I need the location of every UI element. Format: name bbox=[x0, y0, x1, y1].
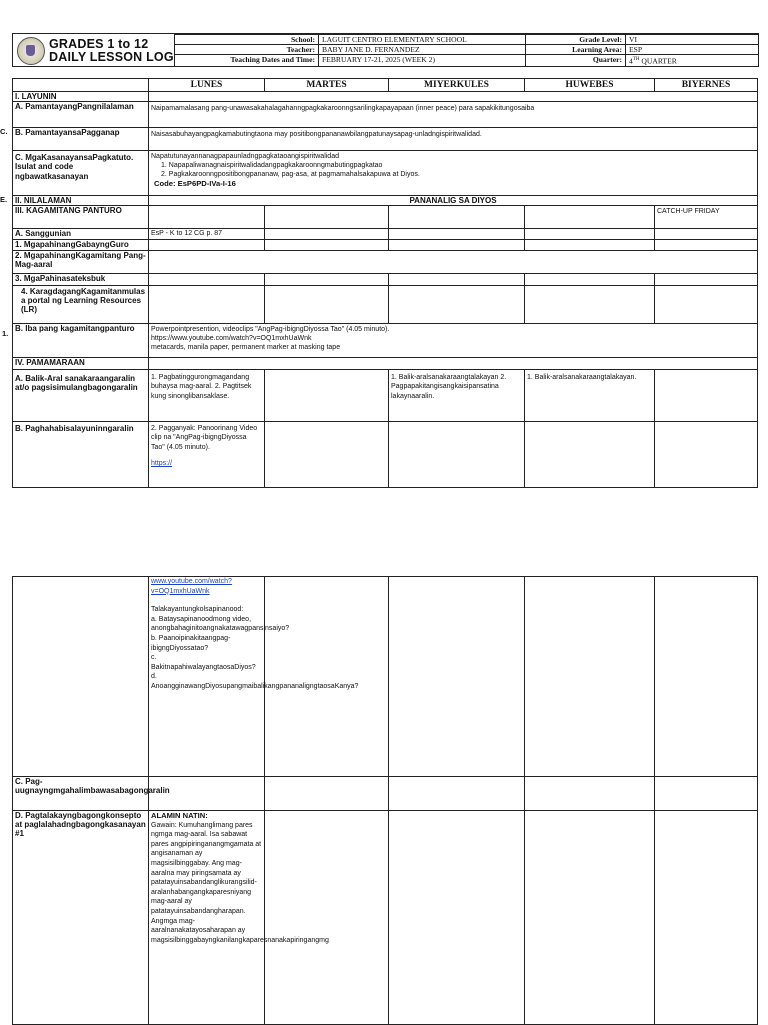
gabay-guro-row bbox=[13, 240, 758, 250]
pamantayang-pangnilalaman-row bbox=[13, 102, 758, 128]
iba-line-1: Powerpointpresention, videoclips "AngPag-ibigngDiyossa Tao" (4.05 minuto). bbox=[151, 325, 390, 333]
quarter-number: 4 bbox=[629, 56, 633, 66]
question-c: c. BakitnapahiwalayangtaosaDiyos? bbox=[151, 654, 256, 671]
pagtalakay-label: D. Pagtalakayngbagongkonsepto at paglalahadngbagongkasanayan #1 bbox=[13, 811, 149, 1025]
nilalaman-label: II. NILALAMAN bbox=[13, 196, 149, 206]
day-header-huwebes: HUWEBES bbox=[525, 79, 655, 92]
pamantayan-sa-pagganap-label: B. PamantayansaPagganap bbox=[13, 128, 149, 151]
day-header-martes: MARTES bbox=[265, 79, 389, 92]
pagganyak-continued-lunes bbox=[149, 577, 359, 777]
kagamitan-miyerkules bbox=[389, 206, 525, 229]
dates-label: Teaching Dates and Time: bbox=[175, 55, 319, 67]
sanggunian-label: A. Sanggunian bbox=[13, 229, 149, 240]
pagganyak-continued-row bbox=[13, 577, 758, 777]
margin-number-1: 1. bbox=[2, 329, 9, 338]
quarter-value bbox=[626, 55, 759, 67]
dates-value: FEBRUARY 17-21, 2025 (WEEK 2) bbox=[319, 55, 526, 67]
pamantayan-sa-pagganap-row bbox=[13, 128, 758, 151]
iba-pang-kagamitan-label: B. Iba pang kagamitangpanturo bbox=[13, 323, 149, 357]
kagamitang-mag-aaral-label: 2. MgapahinangKagamitang Pang-Mag-aaral bbox=[13, 250, 149, 273]
day-header-row bbox=[13, 79, 758, 92]
video-link-page-1[interactable]: https:// bbox=[151, 460, 173, 468]
quarter-suffix: TH bbox=[632, 57, 640, 62]
talakayan-intro: Talakayantungkolsapinanood: bbox=[151, 606, 244, 614]
day-header-miyerkules: MIYERKULES bbox=[389, 79, 525, 92]
alamin-natin-heading: ALAMIN NATIN: bbox=[151, 811, 208, 820]
balik-aral-martes bbox=[265, 369, 389, 421]
kasanayan-row bbox=[13, 151, 758, 196]
nilalaman-row bbox=[13, 196, 758, 206]
sanggunian-row bbox=[13, 229, 758, 240]
iba-line-2: https://www.youtube.com/watch?v=OQ1mxhUaWnk bbox=[151, 334, 312, 342]
paghahabi-lunes-text: 2. Pagganyak: Panoorinang Video clip na "AngPag-ibigngDiyossa Tao" (4.05 minuto). bbox=[151, 424, 258, 451]
title-line-2: DAILY LESSON LOG bbox=[49, 50, 174, 64]
teacher-value: BABY JANE D. FERNANDEZ bbox=[319, 45, 526, 55]
pamantayang-pangnilalaman-text: Naipamamalasang pang-unawasakahalagahanngpagkakaroonngsarilingkapayapaan (inner peace) para sapakikitungosaiba bbox=[149, 102, 758, 128]
balik-aral-miyerkules: 1. Balik-aralsanakaraangtalakayan 2. Pagpapakitangisangkaisipansatina lakaynaaralin. bbox=[389, 369, 525, 421]
gabay-guro-label: 1. MgapahinangGabayngGuro bbox=[13, 240, 149, 250]
paghahabi-row bbox=[13, 421, 758, 487]
day-header-lunes: LUNES bbox=[149, 79, 265, 92]
pamamaraan-blank bbox=[149, 357, 758, 369]
document-title bbox=[49, 38, 174, 64]
iba-pang-kagamitan-row bbox=[13, 323, 758, 357]
learning-area-label: Learning Area: bbox=[526, 45, 626, 55]
balik-aral-label: A. Balik-Aral sanakaraangaralin at/o pagsisimulangbagongaralin bbox=[13, 369, 149, 421]
teksbuk-label: 3. MgaPahinasateksbuk bbox=[13, 273, 149, 285]
lr-portal-row bbox=[13, 285, 758, 323]
kagamitan-label: III. KAGAMITANG PANTURO bbox=[13, 206, 149, 229]
kagamitan-martes bbox=[265, 206, 389, 229]
paghahabi-lunes bbox=[149, 421, 265, 487]
lr-portal-label: 4. KaragdagangKagamitanmulas a portal ng Learning Resources (LR) bbox=[13, 285, 149, 323]
catch-up-friday: CATCH-UP FRIDAY bbox=[655, 206, 758, 229]
school-label: School: bbox=[175, 35, 319, 45]
kagamitan-huwebes bbox=[525, 206, 655, 229]
teacher-label: Teacher: bbox=[175, 45, 319, 55]
pag-uugnay-label: C. Pag-uugnayngmgahalimbawasabagongaralin bbox=[13, 777, 149, 811]
sanggunian-text: EsP - K to 12 CG p. 87 bbox=[149, 229, 265, 240]
layunin-blank bbox=[149, 92, 758, 102]
kasanayan-label: C. MgaKasanayansaPagkatuto. Isulat and code ngbawatkasanayan bbox=[13, 151, 149, 196]
margin-letter-e: E. bbox=[0, 195, 8, 204]
paghahabi-label: B. Paghahabisalayuninngaralin bbox=[13, 421, 149, 487]
lesson-log-header bbox=[12, 33, 759, 67]
grade-level-label: Grade Level: bbox=[526, 35, 626, 45]
day-header-biyernes: BIYERNES bbox=[655, 79, 758, 92]
kasanayan-line-1: Napatutunayannanagpapaunladngpagkataoangispiritwalidad bbox=[151, 153, 339, 161]
kasanayan-line-3: 2. Pagkakaroonngpositibongpananaw, pag-asa, at pagmamahalsakapuwa at Diyos. bbox=[161, 171, 420, 179]
nilalaman-text: PANANALIG SA DIYOS bbox=[149, 196, 758, 206]
kasanayan-code: Code: EsP6PD-IVa-I-16 bbox=[154, 179, 236, 189]
lesson-log-table-page-2 bbox=[12, 576, 758, 1025]
pamamaraan-label: IV. PAMAMARAAN bbox=[13, 357, 149, 369]
question-b: b. Paanoipinakitaangpag-ibigngDiyossatao? bbox=[151, 634, 231, 652]
quarter-word: QUARTER bbox=[639, 56, 677, 66]
iba-line-3: metacards, manila paper, permanent marker at masking tape bbox=[151, 343, 341, 351]
balik-aral-lunes: 1. Pagbatinggurongmagandang buhaysa mag-aaral. 2. Pagtitsek kung sinonglibansaklase. bbox=[149, 369, 265, 421]
lesson-log-table-page-1 bbox=[12, 78, 758, 488]
title-line-1: GRADES 1 to 12 bbox=[49, 37, 149, 51]
balik-aral-biyernes bbox=[655, 369, 758, 421]
pagtalakay-row bbox=[13, 811, 758, 1025]
header-info-table bbox=[174, 34, 759, 67]
pamantayan-sa-pagganap-text: Naisasabuhayangpagkamabutingtaona may positibongpananawbilangpatunaysapag-unladngispiritwalidad. bbox=[149, 128, 758, 151]
iba-pang-kagamitan-text bbox=[149, 323, 758, 357]
balik-aral-row bbox=[13, 369, 758, 421]
kasanayan-line-2: 1. Napapaliwanagnaispiritwalidadangpagkakaroonngmabutingpagkatao bbox=[161, 162, 383, 170]
kagamitan-lunes bbox=[149, 206, 265, 229]
grade-level-value: VI bbox=[626, 35, 759, 45]
kasanayan-text bbox=[149, 151, 758, 196]
layunin-row bbox=[13, 92, 758, 102]
question-a: a. Bataysapinanoodmong video, anongbahaginitoangnakatawagpansinsaiyo? bbox=[151, 615, 290, 633]
pamantayang-pangnilalaman-label: A. PamantayangPangnilalaman bbox=[13, 102, 149, 128]
balik-aral-huwebes: 1. Balik-aralsanakaraangtalakayan. bbox=[525, 369, 655, 421]
question-d: d. AnoangginawangDiyosupangmaibalikangpananaligngtaosaKanya? bbox=[151, 673, 359, 690]
pagtalakay-lunes bbox=[149, 811, 329, 1025]
video-link-page-2[interactable]: www.youtube.com/watch?v=OQ1mxhUaWnk bbox=[151, 578, 232, 595]
school-value: LAGUIT CENTRO ELEMENTARY SCHOOL bbox=[319, 35, 526, 45]
kagamitang-mag-aaral-row bbox=[13, 250, 758, 273]
teksbuk-row bbox=[13, 273, 758, 285]
day-header-empty bbox=[13, 79, 149, 92]
quarter-label: Quarter: bbox=[526, 55, 626, 67]
kagamitang-mag-aaral-blank bbox=[149, 250, 758, 273]
learning-area-value: ESP bbox=[626, 45, 759, 55]
pag-uugnay-row bbox=[13, 777, 758, 811]
pamamaraan-row bbox=[13, 357, 758, 369]
header-title-block bbox=[13, 34, 175, 66]
margin-letter-c: C. bbox=[0, 127, 8, 136]
pagganyak-continued-label bbox=[13, 577, 149, 777]
gawain-text: Gawain: Kumuhanglimang pares ngmga mag-aaral. Isa sabawat pares angpipiringanangmgamata at angisanaman ay magsisilbinggabay. Ang mag-aaralna may piringsamata ay patatayuinsabandanglikurangsilid-aralanhabangangkaparesniyang mag-aaral ay patatayuinsabandangharapan. Angmga mag-aaralnanakatayosaharapan ay magsisilbinggabayngkanilangkaparesnanakapiringangmg bbox=[151, 821, 329, 944]
kagamitan-row bbox=[13, 206, 758, 229]
deped-seal-icon bbox=[17, 37, 45, 65]
layunin-label: I. LAYUNIN bbox=[13, 92, 149, 102]
